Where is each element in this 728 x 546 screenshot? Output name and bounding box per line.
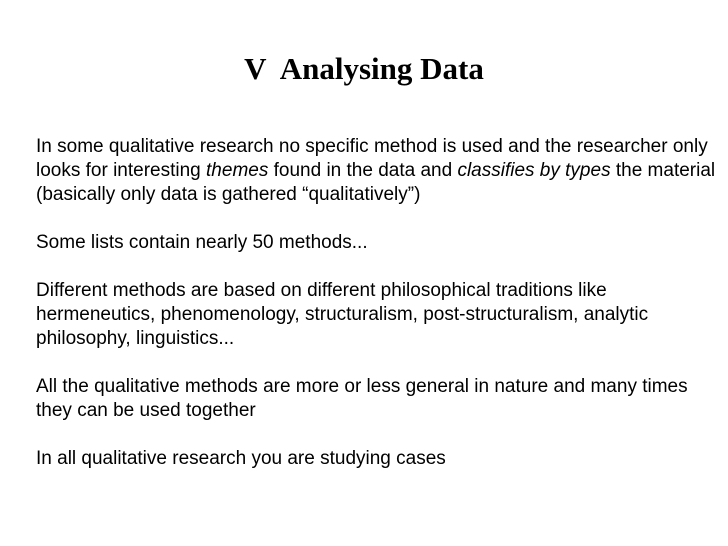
paragraph-themes-text-a: In some qualitative research no specific method is used and the researcher only looks for interesting	[36, 136, 708, 181]
paragraph-general-nature: All the qualitative methods are more or less general in nature and many times they can be used together	[36, 376, 688, 421]
paragraph-philosophical-traditions: Different methods are based on different philosophical traditions like hermeneutics, phenomenology, structuralism, post-structuralism, analytic philosophy, linguistics...	[36, 280, 649, 349]
paragraph-themes-text-b: found in the data and	[268, 160, 458, 181]
paragraph-themes-text-c: the material (basically only data is gathered “qualitatively”)	[36, 160, 716, 205]
slide-title: V Analysing Data	[244, 51, 484, 86]
paragraph-themes	[36, 135, 716, 207]
emphasis-classifies-by-types: classifies by types	[457, 160, 611, 181]
paragraph-methods-count: Some lists contain nearly 50 methods...	[36, 232, 368, 253]
slide-body	[36, 135, 716, 471]
paragraph-studying-cases: In all qualitative research you are studying cases	[36, 448, 446, 469]
emphasis-themes: themes	[206, 160, 269, 181]
